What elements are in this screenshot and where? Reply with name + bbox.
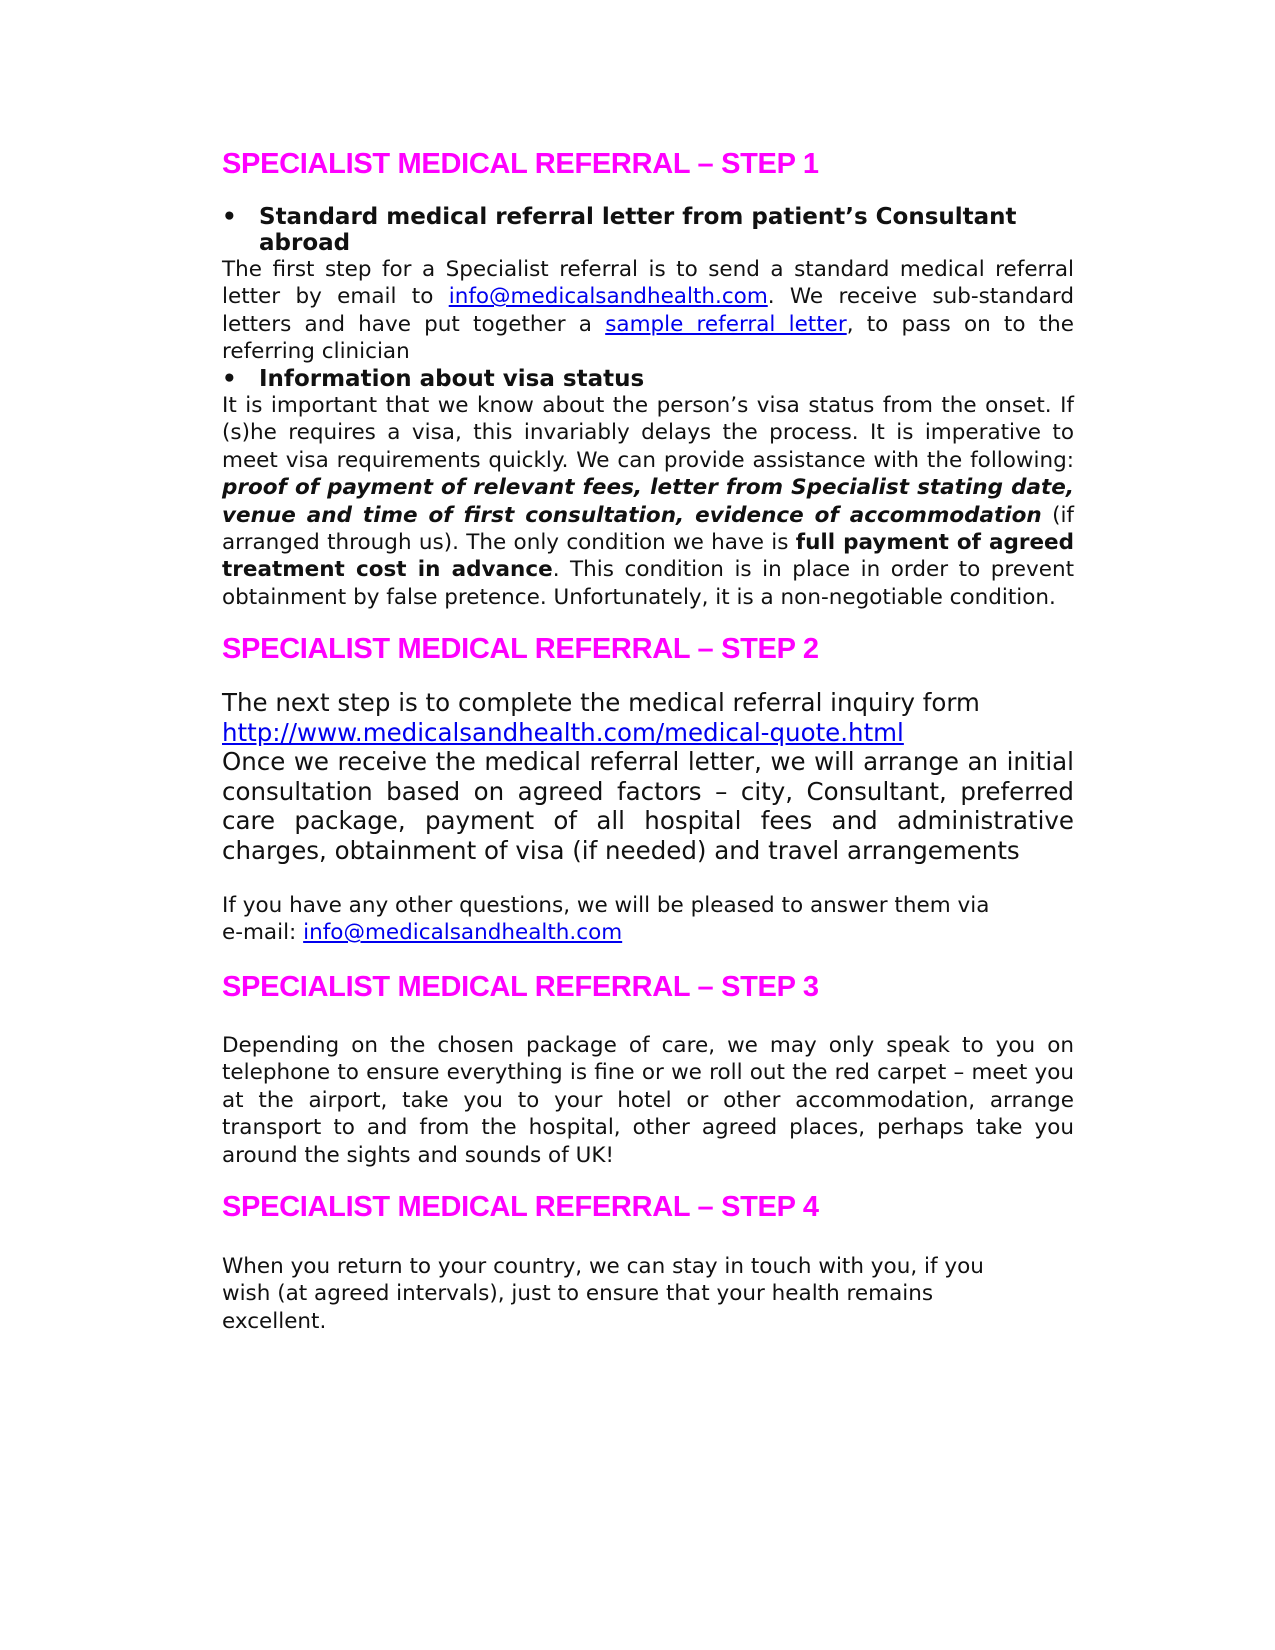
bullet-referral-letter [222, 204, 1074, 366]
step1-heading: SPECIALIST MEDICAL REFERRAL – STEP 1 [222, 148, 819, 180]
step2-section [222, 633, 1074, 666]
step2-intro: The next step is to complete the medical referral inquiry form [222, 688, 980, 717]
bullet-body: The first step for a Specialist referral is to send a standard medical referral letter by email to info@medicalsandhealth.com. We receive sub-standard letters and have put together a sample referral letter, to pass on to the referring clinician [222, 257, 1074, 365]
sample-referral-letter-link[interactable]: sample referral letter [605, 311, 847, 337]
bullet-title: Information about visa status [259, 366, 645, 392]
questions-text: If you have any other questions, we will be pleased to answer them via e-mail: info@medicalsandhealth.com [222, 893, 990, 946]
step4-section [222, 1191, 1074, 1224]
email-link[interactable]: info@medicalsandhealth.com [303, 920, 623, 946]
bullet-visa-status [222, 366, 1074, 611]
medical-quote-form-link[interactable]: http://www.medicalsandhealth.com/medical-quote.html [222, 717, 904, 747]
bullet-title: Standard medical referral letter from patient’s Consultant abroad [259, 204, 1017, 256]
step4-body: When you return to your country, we can stay in touch with you, if you wish (at agreed intervals), just to ensure that your health remains excellent. [222, 1254, 984, 1334]
email-link[interactable]: info@medicalsandhealth.com [448, 284, 768, 310]
bullet-icon: • [222, 366, 237, 392]
step3-section [222, 971, 1074, 1004]
bullet-icon: • [222, 204, 237, 230]
step1-section [222, 148, 1074, 181]
step3-heading: SPECIALIST MEDICAL REFERRAL – STEP 3 [222, 971, 819, 1003]
step3-body: Depending on the chosen package of care, we may only speak to you on telephone to ensure everything is fine or we roll out the red carpet – meet you at the airport, take you to your hotel or other accommodation, arrange transport to and from the hospital, other agreed places, perhaps take you around the sights and sounds of UK! [222, 1033, 1074, 1168]
step2-body: Once we receive the medical referral letter, we will arrange an initial consultation based on agreed factors – city, Consultant, preferred care package, payment of all hospital fees and administrative charges, obtainment of visa (if needed) and travel arrangements [222, 747, 1074, 865]
step2-heading: SPECIALIST MEDICAL REFERRAL – STEP 2 [222, 633, 819, 665]
step4-heading: SPECIALIST MEDICAL REFERRAL – STEP 4 [222, 1191, 819, 1223]
bullet-body: It is important that we know about the person’s visa status from the onset. If (s)he requires a visa, this invariably delays the process. It is imperative to meet visa requirements quickly. We can provide assistance with the following: proof of payment of relevant fees, letter from Specialist stating date, venue and time of first consultation, evidence of accommodation (if arranged through us). The only condition we have is full payment of agreed treatment cost in advance. This condition is in place in order to prevent obtainment by false pretence. Unfortunately, it is a non-negotiable condition. [222, 393, 1074, 610]
